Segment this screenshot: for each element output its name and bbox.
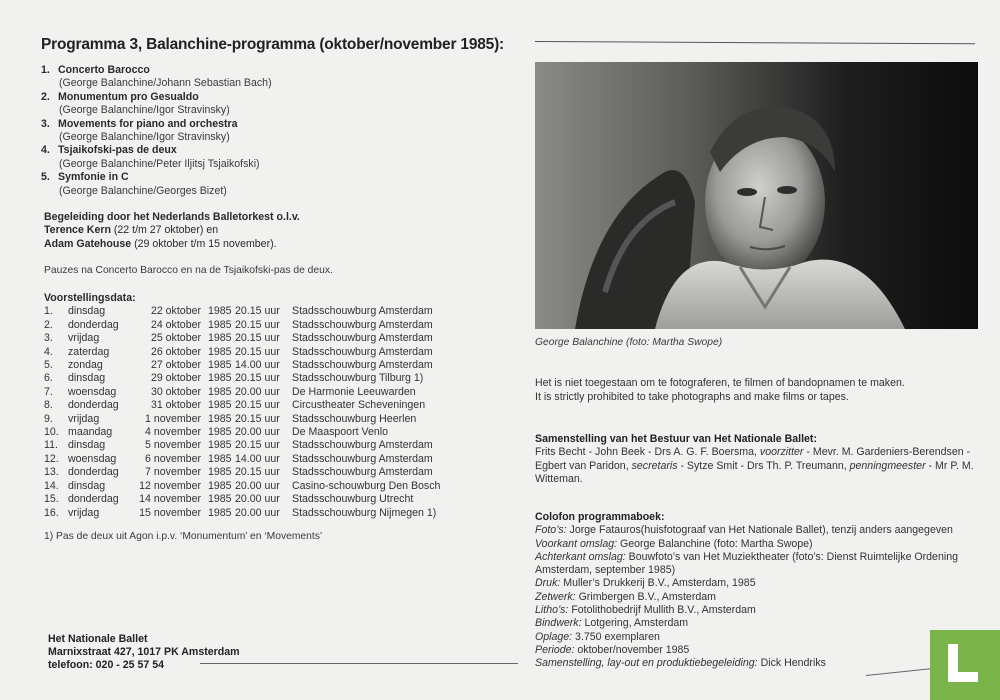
address-block (48, 633, 240, 673)
row-number: 1. (44, 305, 53, 318)
row-year: 1985 (208, 412, 232, 425)
row-venue: Stadsschouwburg Amsterdam (292, 359, 433, 372)
divider-line (200, 663, 518, 664)
divider-line (535, 41, 975, 44)
row-date: 4 november (145, 426, 201, 439)
row-day: zaterdag (68, 345, 110, 358)
colophon-label: Bindwerk: (535, 617, 582, 630)
schedule-row (44, 493, 472, 506)
accompaniment-intro: Begeleiding door het Nederlands Balletorkest o.l.v. (44, 211, 300, 223)
schedule-row (44, 372, 472, 385)
row-year: 1985 (208, 372, 232, 385)
portrait-photo (535, 62, 978, 329)
colophon-label: Zetwerk: (535, 590, 576, 603)
item-number: 3. (41, 117, 50, 130)
row-venue: Stadsschouwburg Amsterdam (292, 452, 433, 465)
board-section (535, 433, 975, 486)
row-time: 20.15 uur (235, 399, 280, 412)
item-number: 5. (41, 171, 50, 184)
item-number: 4. (41, 144, 50, 157)
intermission-note: Pauzes na Concerto Barocco en na de Tsjaikofski-pas de deux. (44, 265, 333, 276)
row-time: 20.15 uur (235, 466, 280, 479)
row-time: 20.00 uur (235, 426, 280, 439)
colophon-line (535, 577, 975, 590)
programme-item (41, 91, 501, 118)
row-year: 1985 (208, 359, 232, 372)
accompaniment (44, 211, 504, 251)
row-time: 20.15 uur (235, 332, 280, 345)
row-time: 20.00 uur (235, 479, 280, 492)
conductor-name: Adam Gatehouse (44, 237, 132, 250)
schedule-row (44, 399, 472, 412)
row-day: vrijdag (68, 506, 100, 519)
item-number: 1. (41, 64, 50, 76)
row-number: 14. (44, 479, 59, 492)
colophon-label: Periode: (535, 643, 575, 656)
schedule-row (44, 413, 472, 426)
row-number: 12. (44, 452, 59, 465)
programme-item (41, 144, 501, 171)
colophon-line (535, 591, 975, 604)
colophon-label: Achterkant omslag: (535, 550, 626, 563)
row-venue: Stadsschouwburg Amsterdam (292, 439, 433, 452)
row-venue: Casino-schouwburg Den Bosch (292, 479, 441, 492)
row-number: 11. (44, 439, 58, 452)
row-date: 6 november (145, 452, 201, 465)
row-year: 1985 (208, 305, 232, 318)
row-number: 2. (44, 318, 53, 331)
schedule-row (44, 359, 472, 372)
row-day: woensdag (68, 452, 117, 465)
footnote: 1) Pas de deux uit Agon i.p.v. ‘Monumentum’ en ‘Movements’ (44, 531, 323, 542)
colophon-value: Lotgering, Amsterdam (581, 617, 689, 630)
board-text: - Mr P. M. Witteman. (535, 459, 974, 485)
colophon-line (535, 604, 975, 617)
schedule-row (44, 466, 472, 479)
item-credit: (George Balanchine/Igor Stravinsky) (59, 104, 230, 117)
board-text: - Sytze Smit - Drs Th. P. Treumann, (677, 459, 850, 472)
row-day: donderdag (68, 493, 119, 506)
row-number: 10. (44, 426, 59, 439)
board-text: - Mevr. M. Gardeniers-Berendsen - Egbert van Paridon, (535, 446, 971, 472)
colophon-label: Voorkant omslag: (535, 537, 618, 550)
row-date: 7 november (145, 466, 201, 479)
colophon-line (535, 617, 975, 630)
board-role: penningmeester (849, 459, 926, 472)
row-time: 20.00 uur (235, 493, 280, 506)
notice-english: It is strictly prohibited to take photographs and make films or tapes. (535, 390, 849, 403)
colophon-label: Oplage: (535, 630, 573, 643)
colophon-value: Muller’s Drukkerij B.V., Amsterdam, 1985 (560, 577, 756, 590)
row-day: woensdag (68, 385, 117, 398)
row-venue: Stadsschouwburg Tilburg 1) (292, 372, 424, 385)
row-date: 5 november (145, 439, 201, 452)
colophon-value: Jorge Fatauros(huisfotograaf van Het Nationale Ballet), tenzij anders aangegeven (566, 524, 953, 537)
programme-item (41, 118, 501, 145)
programme-list (41, 64, 501, 198)
row-date: 12 november (139, 479, 201, 492)
row-day: dinsdag (68, 479, 106, 492)
row-day: vrijdag (68, 412, 100, 425)
row-time: 20.15 uur (235, 412, 280, 425)
row-number: 6. (44, 372, 53, 385)
schedule-heading: Voorstellingsdata: (44, 292, 136, 304)
board-role: secretaris (631, 459, 678, 472)
row-time: 14.00 uur (235, 452, 280, 465)
row-year: 1985 (208, 493, 232, 506)
row-day: donderdag (68, 399, 119, 412)
row-time: 20.15 uur (235, 372, 280, 385)
photo-caption: George Balanchine (foto: Martha Swope) (535, 337, 723, 348)
row-venue: Circustheater Scheveningen (292, 399, 426, 412)
row-year: 1985 (208, 439, 232, 452)
row-year: 1985 (208, 452, 232, 465)
row-number: 4. (44, 345, 53, 358)
row-venue: Stadsschouwburg Amsterdam (292, 318, 433, 331)
phone-number: telefoon: 020 - 25 57 54 (48, 659, 164, 672)
schedule-row (44, 346, 472, 359)
row-year: 1985 (208, 318, 232, 331)
row-time: 20.00 uur (235, 385, 280, 398)
row-day: donderdag (68, 466, 119, 479)
row-venue: Stadsschouwburg Amsterdam (292, 345, 433, 358)
row-time: 14.00 uur (235, 359, 280, 372)
row-time: 20.15 uur (235, 318, 280, 331)
row-time: 20.00 uur (235, 506, 280, 519)
item-credit: (George Balanchine/Igor Stravinsky) (59, 131, 230, 144)
row-year: 1985 (208, 426, 232, 439)
row-venue: Stadsschouwburg Amsterdam (292, 332, 433, 345)
row-number: 8. (44, 399, 53, 412)
item-title: Movements for piano and orchestra (58, 117, 238, 130)
board-role: voorzitter (759, 446, 804, 459)
row-day: dinsdag (68, 372, 106, 385)
colophon-section (535, 511, 975, 671)
row-date: 31 oktober (150, 399, 201, 412)
row-day: donderdag (68, 318, 119, 331)
row-day: dinsdag (68, 439, 106, 452)
row-year: 1985 (208, 506, 232, 519)
colophon-line (535, 524, 975, 537)
conductor-name: Terence Kern (44, 224, 111, 237)
programme-item (41, 64, 501, 91)
schedule-row (44, 332, 472, 345)
row-number: 3. (44, 332, 53, 345)
performance-schedule (44, 292, 472, 520)
row-day: vrijdag (68, 332, 100, 345)
row-venue: Stadsschouwburg Heerlen (292, 412, 417, 425)
notice-dutch: Het is niet toegestaan om te fotograferen, te filmen of bandopnamen te maken. (535, 377, 905, 389)
board-text: Frits Becht - John Beek - Drs A. G. F. Boersma, (535, 446, 760, 459)
schedule-row (44, 507, 472, 520)
photography-notice (535, 377, 975, 404)
row-number: 15. (44, 493, 59, 506)
row-year: 1985 (208, 399, 232, 412)
row-day: dinsdag (68, 305, 106, 318)
row-time: 20.15 uur (235, 305, 280, 318)
row-venue: Stadsschouwburg Nijmegen 1) (292, 506, 437, 519)
row-date: 15 november (139, 506, 201, 519)
item-credit: (George Balanchine/Johann Sebastian Bach) (59, 77, 272, 90)
schedule-row (44, 453, 472, 466)
row-day: zondag (68, 359, 103, 372)
conductor-dates: (22 t/m 27 oktober) en (110, 224, 219, 237)
colophon-value: Grimbergen B.V., Amsterdam (575, 590, 716, 603)
colophon-heading: Colofon programmaboek: (535, 511, 665, 523)
row-number: 7. (44, 385, 53, 398)
item-title: Tsjaikofski-pas de deux (58, 144, 177, 157)
colophon-value: oktober/november 1985 (574, 643, 690, 656)
row-time: 20.15 uur (235, 345, 280, 358)
colophon-value: George Balanchine (foto: Martha Swope) (617, 537, 813, 550)
colophon-value: 3.750 exemplaren (572, 630, 660, 643)
row-number: 9. (44, 412, 53, 425)
colophon-line (535, 631, 975, 644)
row-number: 5. (44, 359, 53, 372)
board-heading: Samenstelling van het Bestuur van Het Nationale Ballet: (535, 433, 817, 445)
item-credit: (George Balanchine/Georges Bizet) (59, 184, 227, 197)
colophon-lines (535, 524, 975, 670)
colophon-label: Litho’s: (535, 604, 569, 617)
street-address: Marnixstraat 427, 1017 PK Amsterdam (48, 646, 240, 659)
row-year: 1985 (208, 479, 232, 492)
row-date: 29 oktober (150, 372, 201, 385)
organisation-name: Het Nationale Ballet (48, 633, 148, 645)
page-title: Programma 3, Balanchine-programma (oktober/november 1985): (41, 36, 505, 53)
row-venue: De Harmonie Leeuwarden (292, 385, 416, 398)
row-day: maandag (68, 426, 113, 439)
colophon-value: Bouwfoto’s van Het Muziektheater (foto’s: Dienst Ruimtelijke Ordening Amsterdam, september 1985) (535, 550, 958, 577)
colophon-label: Samenstelling, lay-out en produktiebegeleiding: (535, 657, 758, 670)
item-credit: (George Balanchine/Peter Iljitsj Tsjaikofski) (59, 157, 260, 170)
colophon-line (535, 551, 975, 578)
row-date: 1 november (145, 412, 201, 425)
row-date: 30 oktober (150, 385, 201, 398)
colophon-label: Foto’s: (535, 524, 567, 537)
row-venue: Stadsschouwburg Amsterdam (292, 466, 433, 479)
row-date: 26 oktober (150, 345, 201, 358)
row-year: 1985 (208, 466, 232, 479)
row-venue: Stadsschouwburg Utrecht (292, 493, 414, 506)
row-date: 22 oktober (150, 305, 201, 318)
row-year: 1985 (208, 385, 232, 398)
row-venue: Stadsschouwburg Amsterdam (292, 305, 433, 318)
colophon-line (535, 538, 975, 551)
row-year: 1985 (208, 345, 232, 358)
schedule-row (44, 480, 472, 493)
logo-mark (948, 672, 978, 682)
board-members (535, 446, 975, 486)
row-venue: De Maaspoort Venlo (292, 426, 388, 439)
colophon-value: Fotolithobedrijf Mullith B.V., Amsterdam (568, 604, 756, 617)
schedule-row (44, 386, 472, 399)
item-title: Symfonie in C (58, 171, 129, 184)
colophon-label: Druk: (535, 577, 561, 590)
programme-item (41, 171, 501, 198)
row-date: 27 oktober (150, 359, 201, 372)
row-number: 13. (44, 466, 59, 479)
row-date: 24 oktober (150, 318, 201, 331)
item-title: Monumentum pro Gesualdo (58, 90, 199, 103)
row-date: 25 oktober (150, 332, 201, 345)
row-year: 1985 (208, 332, 232, 345)
schedule-row (44, 439, 472, 452)
conductor-dates: (29 oktober t/m 15 november). (131, 237, 277, 250)
colophon-line (535, 644, 975, 657)
colophon-value: Dick Hendriks (757, 657, 826, 670)
schedule-row (44, 305, 472, 318)
schedule-row (44, 426, 472, 439)
schedule-row (44, 319, 472, 332)
row-date: 14 november (139, 493, 201, 506)
item-number: 2. (41, 90, 50, 103)
row-time: 20.15 uur (235, 439, 280, 452)
schedule-rows (44, 305, 472, 520)
item-title: Concerto Barocco (58, 64, 150, 76)
publisher-logo (930, 630, 1000, 700)
portrait-photo-graphic (535, 62, 978, 329)
row-number: 16. (44, 506, 59, 519)
colophon-line (535, 657, 975, 670)
